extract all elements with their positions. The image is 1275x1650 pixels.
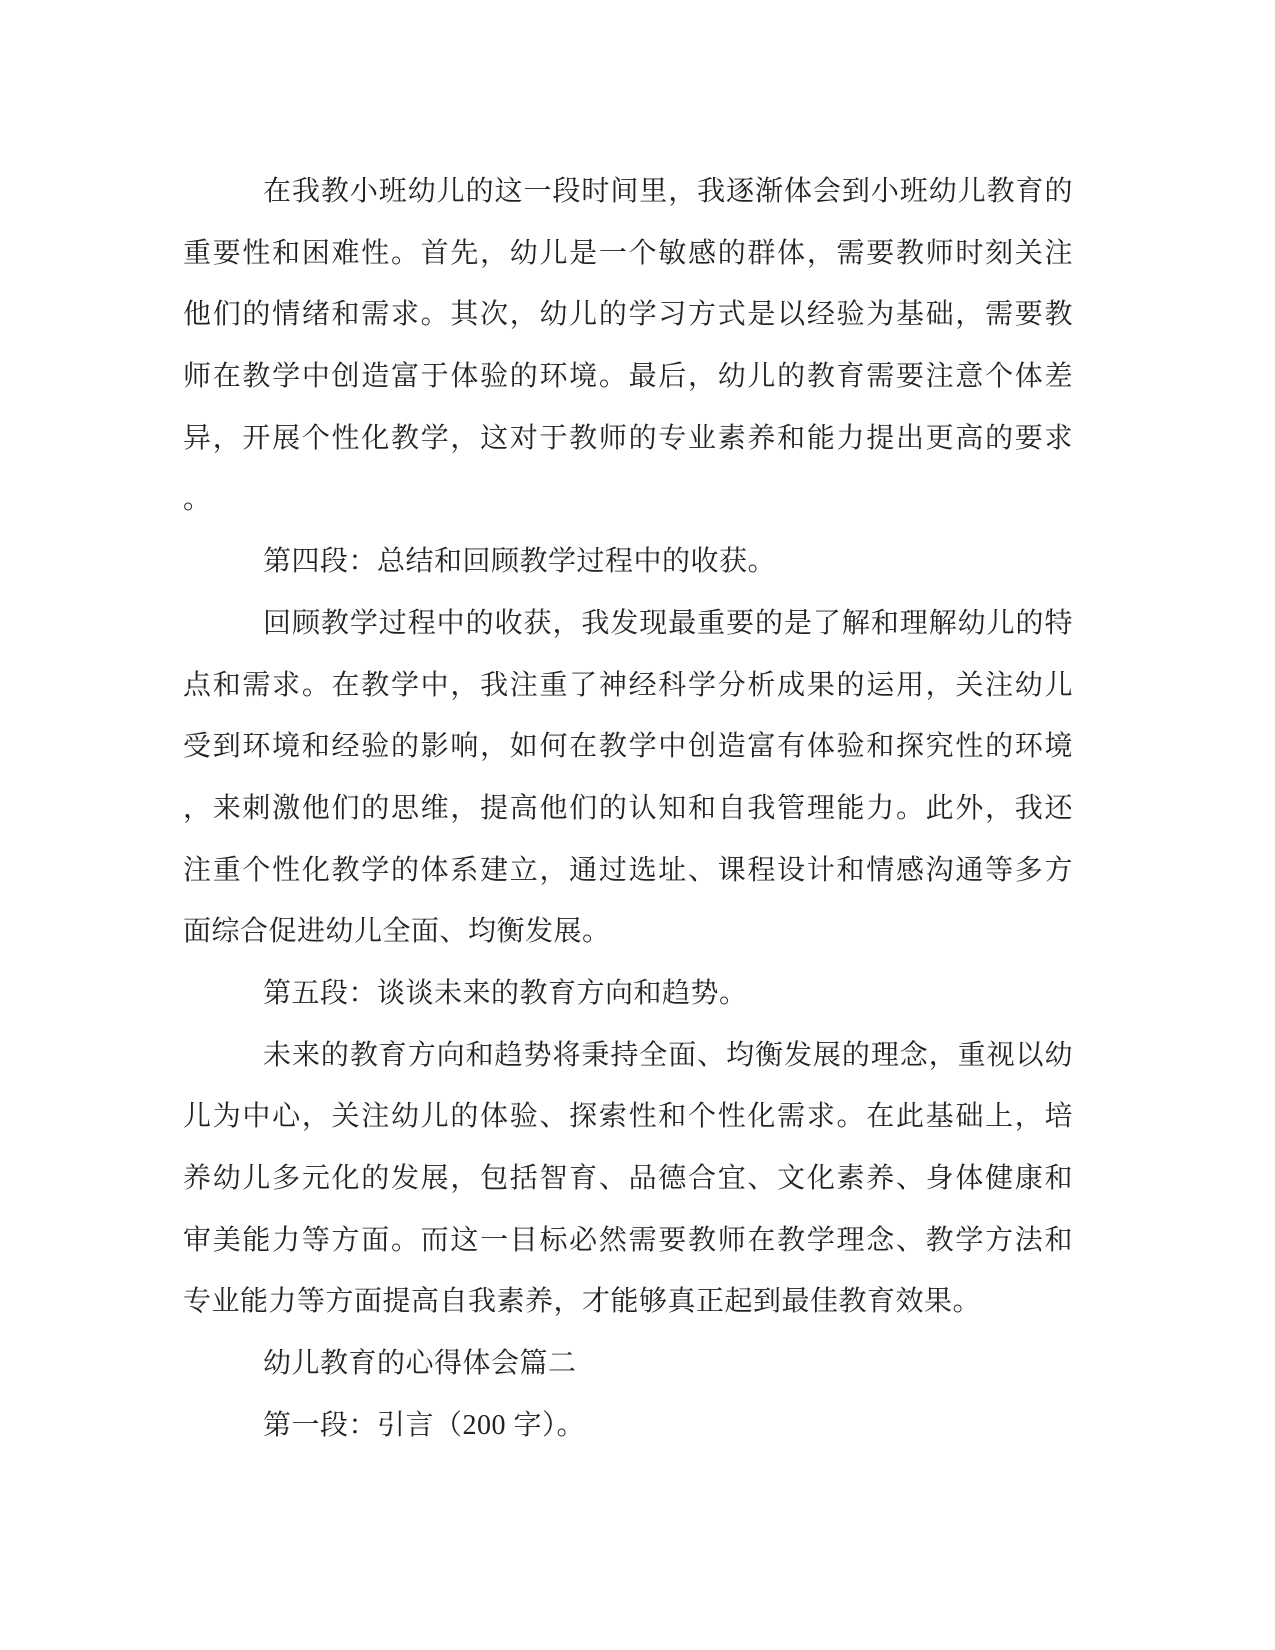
text-line: 专业能力等方面提高自我素养，才能够真正起到最佳教育效果。 [183, 1286, 982, 1318]
text-line: 面综合促进幼儿全面、均衡发展。 [183, 916, 611, 948]
text-line: 第五段：谈谈未来的教育方向和趋势。 [263, 977, 748, 1009]
document-body [183, 161, 1073, 1456]
text-line: 在我教小班幼儿的这一段时间里，我逐渐体会到小班幼儿教育的 [263, 176, 1073, 207]
text-line: 未来的教育方向和趋势将秉持全面、均衡发展的理念，重视以幼 [263, 1039, 1073, 1071]
text-line: 审美能力等方面。而这一目标必然需要教师在教学理念、教学方法和 [183, 1224, 1073, 1256]
text-line: 师在教学中创造富于体验的环境。最后，幼儿的教育需要注意个体差 [183, 361, 1073, 393]
text-line: 第四段：总结和回顾教学过程中的收获。 [263, 546, 777, 578]
text-line: 注重个性化教学的体系建立，通过选址、课程设计和情感沟通等多方 [183, 854, 1073, 886]
text-line: 点和需求。在教学中，我注重了神经科学分析成果的运用，关注幼儿 [183, 669, 1073, 701]
text-line: 幼儿教育的心得体会篇二 [263, 1348, 577, 1380]
text-line: 异，开展个性化教学，这对于教师的专业素养和能力提出更高的要求 [183, 422, 1073, 454]
text-line: 他们的情绪和需求。其次，幼儿的学习方式是以经验为基础，需要教 [183, 299, 1073, 331]
text-line: 儿为中心，关注幼儿的体验、探索性和个性化需求。在此基础上，培 [183, 1101, 1073, 1133]
text-line: ，来刺激他们的思维，提高他们的认知和自我管理能力。此外，我还 [183, 792, 1073, 824]
text-line: 。 [183, 484, 212, 516]
text-line: 养幼儿多元化的发展，包括智育、品德合宜、文化素养、身体健康和 [183, 1163, 1073, 1194]
text-line: 第一段：引言（200 字）。 [263, 1409, 586, 1441]
text-line: 受到环境和经验的影响，如何在教学中创造富有体验和探究性的环境 [183, 731, 1073, 763]
text-line: 回顾教学过程中的收获，我发现最重要的是了解和理解幼儿的特 [263, 607, 1073, 639]
text-line: 重要性和困难性。首先，幼儿是一个敏感的群体，需要教师时刻关注 [183, 237, 1073, 269]
